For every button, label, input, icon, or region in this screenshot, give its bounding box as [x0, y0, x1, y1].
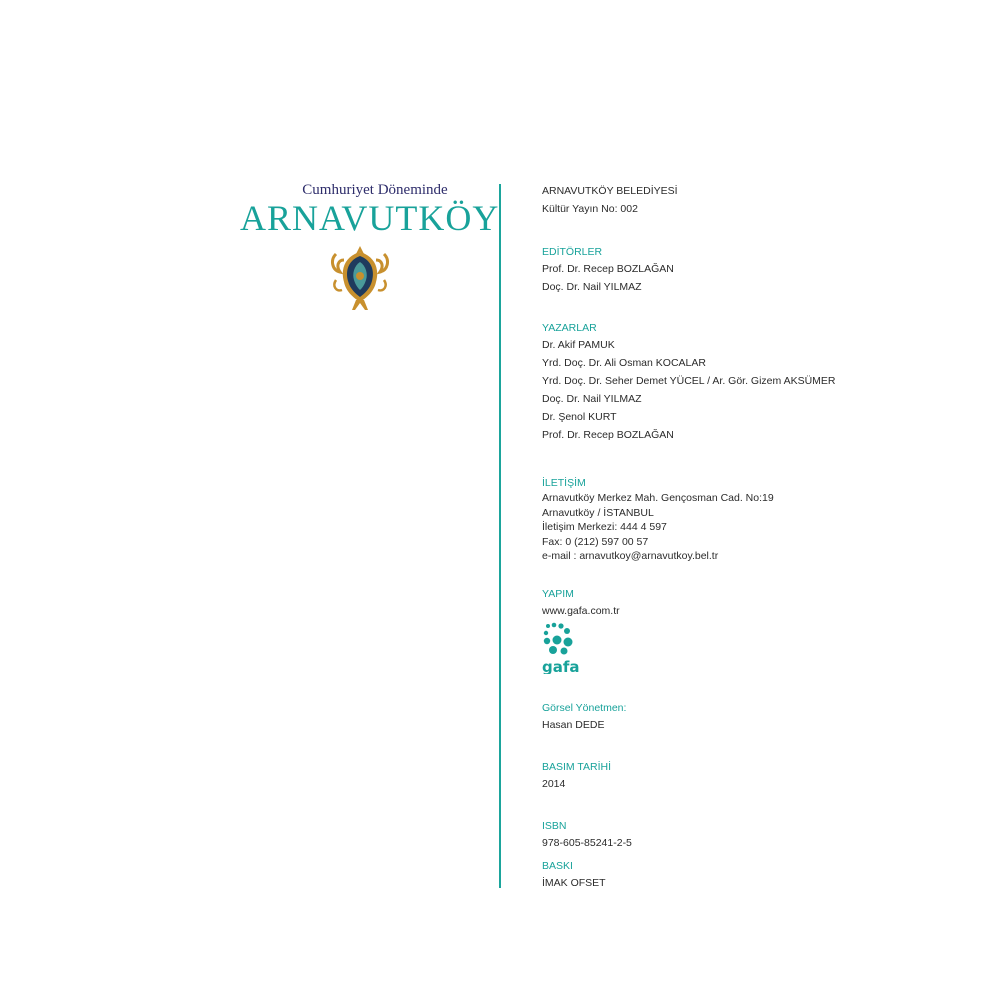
- print-date-value: 2014: [542, 778, 566, 790]
- ottoman-ornament-icon: [330, 246, 390, 310]
- contact-phone: İletişim Merkezi: 444 4 597: [542, 521, 667, 533]
- publisher-block: [542, 182, 982, 218]
- contact-address: Arnavutköy Merkez Mah. Gençosman Cad. No:19: [542, 492, 774, 504]
- editors-heading: EDİTÖRLER: [542, 246, 603, 258]
- author-name: Prof. Dr. Recep BOZLAĞAN: [542, 429, 674, 441]
- vertical-divider: [499, 184, 501, 888]
- cover-subtitle: Cumhuriyet Döneminde: [302, 182, 448, 198]
- isbn-heading: ISBN: [542, 820, 567, 832]
- publisher-name: ARNAVUTKÖY BELEDİYESİ: [542, 185, 678, 197]
- publisher-series: Kültür Yayın No: 002: [542, 203, 638, 215]
- cover-title: ARNAVUTKÖY: [240, 198, 500, 238]
- authors-heading: YAZARLAR: [542, 322, 597, 334]
- editor-name: Prof. Dr. Recep BOZLAĞAN: [542, 263, 674, 275]
- printing-heading: BASKI: [542, 860, 573, 872]
- editor-name: Doç. Dr. Nail YILMAZ: [542, 281, 642, 293]
- author-name: Dr. Akif PAMUK: [542, 339, 615, 351]
- contact-email[interactable]: e-mail : arnavutkoy@arnavutkoy.bel.tr: [542, 550, 719, 562]
- author-name: Dr. Şenol KURT: [542, 411, 617, 423]
- contact-block: [542, 475, 982, 564]
- print-date-block: [542, 759, 982, 793]
- production-block: [542, 586, 982, 620]
- contact-heading: İLETİŞİM: [542, 477, 586, 489]
- visual-director-name: Hasan DEDE: [542, 719, 605, 731]
- gafa-logo-icon: [542, 622, 582, 674]
- gafa-logo-text: gafa: [542, 658, 580, 674]
- production-website[interactable]: www.gafa.com.tr: [542, 605, 620, 617]
- isbn-block: [542, 818, 982, 852]
- editors-block: [542, 244, 982, 296]
- isbn-value: 978-605-85241-2-5: [542, 837, 632, 849]
- author-name: Yrd. Doç. Dr. Ali Osman KOCALAR: [542, 357, 706, 369]
- contact-fax: Fax: 0 (212) 597 00 57: [542, 535, 649, 548]
- printing-block: [542, 858, 982, 892]
- cover-title-block: [240, 182, 500, 238]
- print-date-heading: BASIM TARİHİ: [542, 761, 612, 773]
- contact-city: Arnavutköy / İSTANBUL: [542, 506, 654, 519]
- author-name: Doç. Dr. Nail YILMAZ: [542, 393, 642, 405]
- visual-director-heading: Görsel Yönetmen:: [542, 702, 627, 714]
- author-name: Yrd. Doç. Dr. Seher Demet YÜCEL / Ar. Gör. Gizem AKSÜMER: [542, 375, 836, 387]
- visual-director-block: [542, 700, 982, 734]
- production-heading: YAPIM: [542, 588, 574, 600]
- printing-value: İMAK OFSET: [542, 877, 606, 889]
- authors-block: [542, 320, 982, 444]
